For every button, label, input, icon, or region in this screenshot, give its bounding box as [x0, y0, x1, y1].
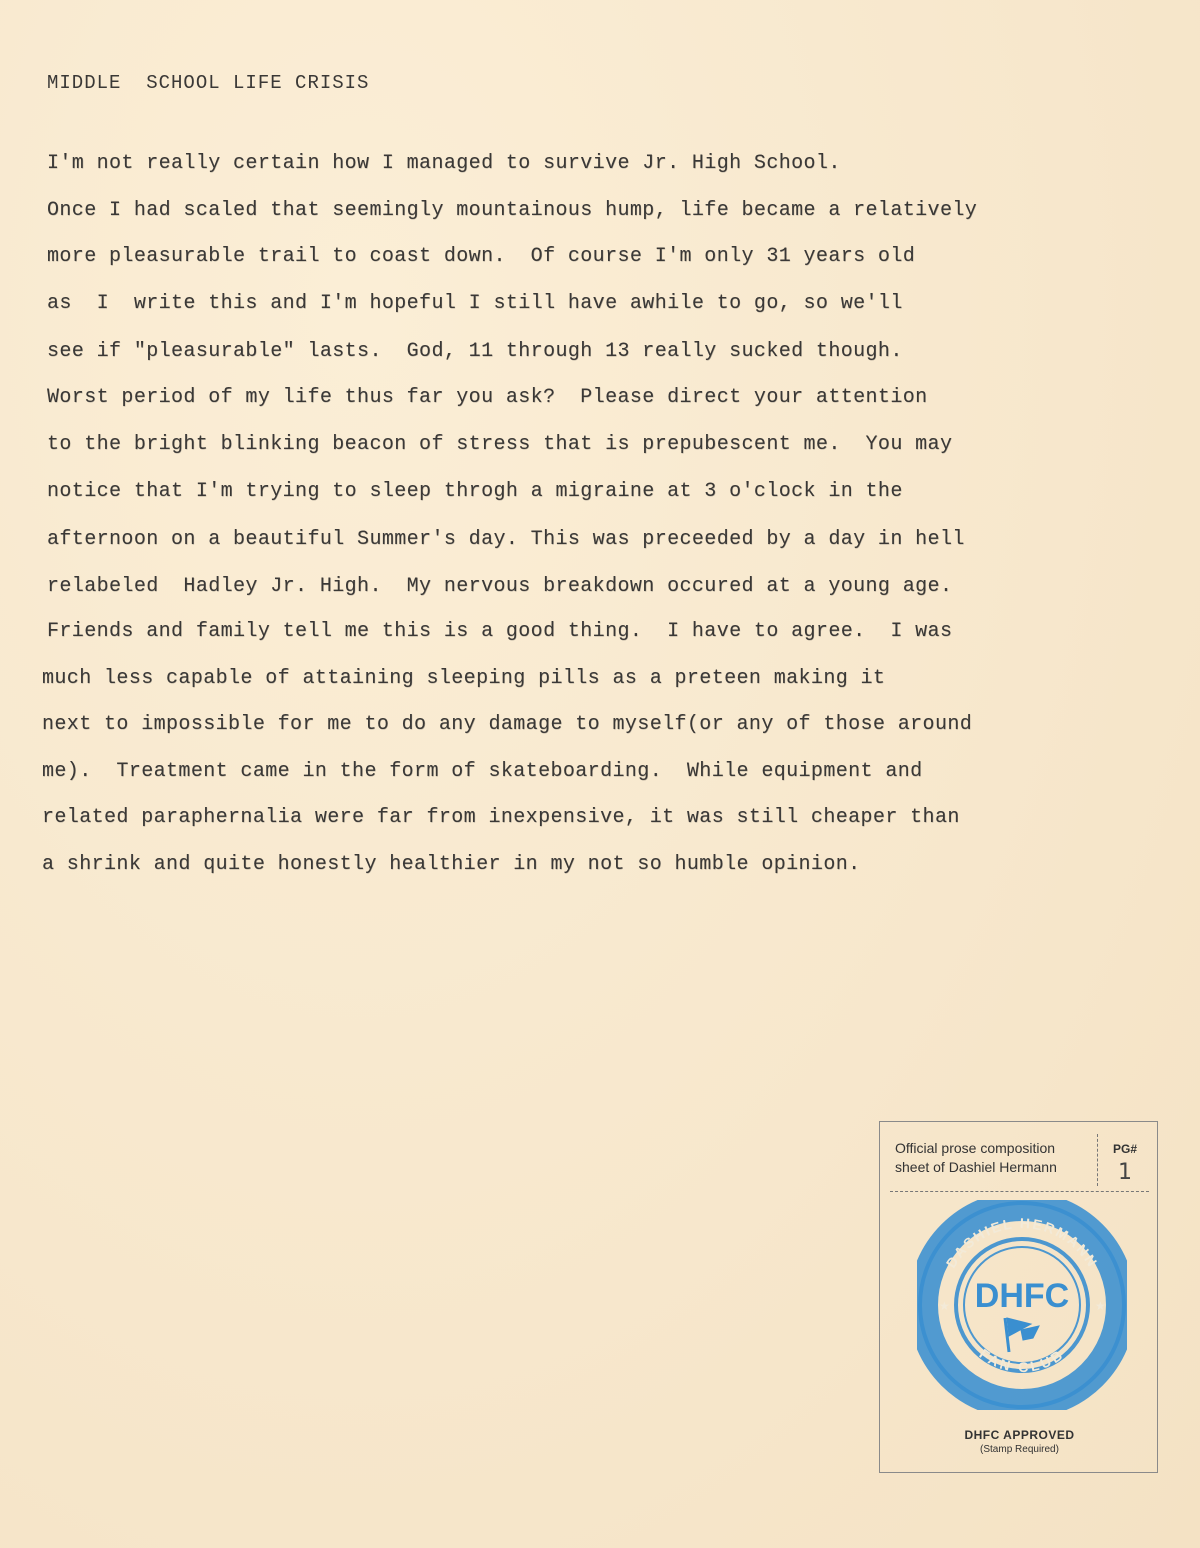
text-line: Worst period of my life thus far you ask? Please direct your attention — [47, 386, 928, 409]
text-line: to the bright blinking beacon of stress that is prepubescent me. You may — [47, 433, 953, 456]
sheet-line-1: Official prose composition — [895, 1140, 1056, 1156]
star-icon: ★ — [939, 1299, 950, 1313]
text-line: much less capable of attaining sleeping pills as a preteen making it — [42, 667, 886, 690]
approval-stamp-box — [879, 1121, 1158, 1473]
text-line: afternoon on a beautiful Summer's day. This was preceeded by a day in hell — [47, 528, 965, 551]
page-number-label: PG# — [1113, 1142, 1138, 1156]
star-icon: ★ — [1095, 1299, 1106, 1313]
sheet-description — [895, 1139, 1057, 1177]
flag-icon — [1005, 1318, 1039, 1352]
seal-top-text: DASHIEL HERMANN — [942, 1214, 1102, 1271]
seal-bottom-text: FAN CLUB — [976, 1345, 1068, 1376]
text-line: me). Treatment came in the form of skateboarding. While equipment and — [42, 760, 923, 783]
text-line: Friends and family tell me this is a good thing. I have to agree. I was — [47, 620, 953, 643]
text-line: relabeled Hadley Jr. High. My nervous breakdown occured at a young age. — [47, 575, 953, 598]
text-line: see if "pleasurable" lasts. God, 11 through 13 really sucked though. — [47, 340, 903, 363]
approval-label: DHFC APPROVED — [964, 1428, 1075, 1442]
sheet-line-2: sheet of Dashiel Hermann — [895, 1159, 1057, 1175]
text-line: next to impossible for me to do any damage to myself(or any of those around — [42, 713, 973, 736]
stamp-required-note: (Stamp Required) — [980, 1444, 1059, 1455]
document-title: MIDDLE SCHOOL LIFE CRISIS — [47, 72, 370, 94]
vertical-divider — [1097, 1134, 1098, 1186]
text-line: as I write this and I'm hopeful I still have awhile to go, so we'll — [47, 292, 903, 315]
horizontal-divider — [890, 1191, 1149, 1192]
text-line: I'm not really certain how I managed to survive Jr. High School. — [47, 152, 841, 175]
text-line: more pleasurable trail to coast down. Of course I'm only 31 years old — [47, 245, 916, 268]
text-line: a shrink and quite honestly healthier in my not so humble opinion. — [42, 853, 861, 876]
dhfc-seal-stamp — [917, 1200, 1127, 1410]
page-number: 1 — [1118, 1160, 1132, 1185]
text-line: Once I had scaled that seemingly mountainous hump, life became a relatively — [47, 199, 978, 222]
text-line: notice that I'm trying to sleep throgh a migraine at 3 o'clock in the — [47, 480, 903, 503]
seal-center-text: DHFC — [974, 1277, 1070, 1315]
text-line: related paraphernalia were far from inexpensive, it was still cheaper than — [42, 806, 960, 829]
